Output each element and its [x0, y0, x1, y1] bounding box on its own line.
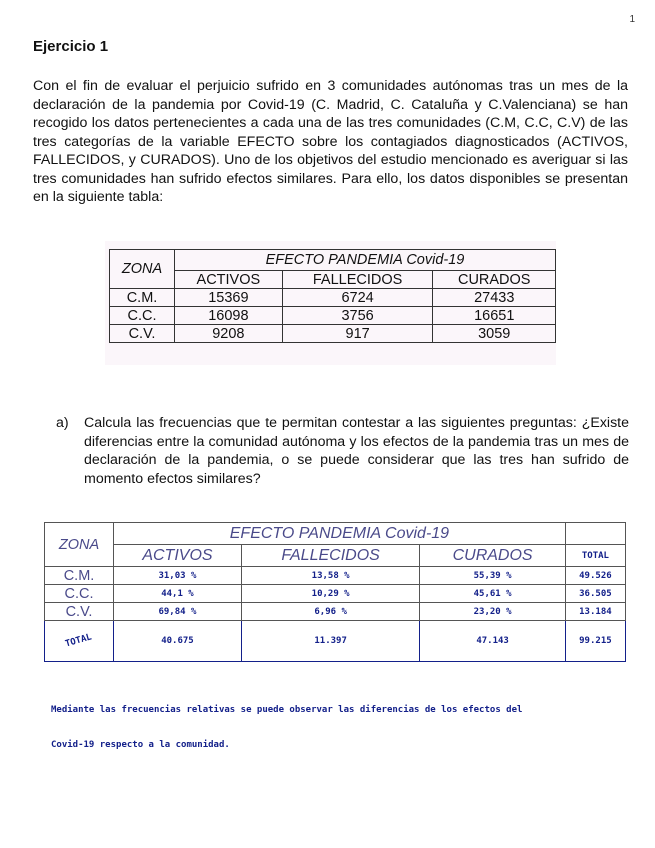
activos-cell: 69,84 %	[114, 603, 242, 621]
total-row-label-cell	[45, 621, 114, 662]
table-row	[110, 289, 556, 307]
column-header-total: TOTAL	[565, 545, 625, 567]
total-activos-cell: 40.675	[114, 621, 242, 662]
table-row	[110, 307, 556, 325]
activos-cell: 15369	[175, 289, 283, 307]
zone-cell: C.C.	[110, 307, 175, 325]
curados-cell: 23,20 %	[420, 603, 565, 621]
empty-header-cell	[565, 523, 625, 545]
zone-header: ZONA	[110, 250, 175, 289]
total-row	[45, 621, 626, 662]
question-letter: a)	[56, 415, 69, 431]
curados-cell: 27433	[433, 289, 556, 307]
total-cell: 49.526	[565, 567, 625, 585]
handwritten-note-line-1: Mediante las frecuencias relativas se puede observar las diferencias de los efectos del	[51, 705, 523, 715]
zone-cell: C.V.	[110, 325, 175, 343]
column-header-activos: ACTIVOS	[114, 545, 242, 567]
total-cell: 36.505	[565, 585, 625, 603]
fallecidos-cell: 917	[282, 325, 433, 343]
effect-header: EFECTO PANDEMIA Covid-19	[114, 523, 566, 545]
total-fallecidos-cell: 11.397	[241, 621, 419, 662]
curados-cell: 45,61 %	[420, 585, 565, 603]
fallecidos-cell: 3756	[282, 307, 433, 325]
table-row	[45, 603, 626, 621]
zone-cell: C.V.	[45, 603, 114, 621]
zone-cell: C.M.	[110, 289, 175, 307]
fallecidos-cell: 6,96 %	[241, 603, 419, 621]
question-text: Calcula las frecuencias que te permitan contestar a las siguientes preguntas: ¿Existe diferencias entre la comunidad autónoma y los efectos de la pandemia tras un mes de declaración de la pandemia, o se puede considerar que las tres han sufrido de momento efectos similares?	[84, 415, 629, 487]
curados-cell: 55,39 %	[420, 567, 565, 585]
activos-cell: 16098	[175, 307, 283, 325]
total-row-label: TOTAL	[64, 632, 94, 650]
table-row	[45, 567, 626, 585]
activos-cell: 31,03 %	[114, 567, 242, 585]
column-header-activos: ACTIVOS	[175, 271, 283, 289]
grand-total-cell: 99.215	[565, 621, 625, 662]
page-number: 1	[629, 14, 635, 25]
activos-cell: 44,1 %	[114, 585, 242, 603]
intro-paragraph: Con el fin de evaluar el perjuicio sufrido en 3 comunidades autónomas tras un mes de la declaración de la pandemia por Covid-19 (C. Madrid, C. Cataluña y C.Valenciana) se han recogido los datos pertenecientes a cada una de las tres comunidades (C.M, C.C, C.V) de las tres categorías de la variable EFECTO sobre los contagiados diagnosticados (ACTIVOS, FALLECIDOS, y CURADOS). Uno de los objetivos del estudio mencionado es averiguar si las tres comunidades han sufrido efectos similares. Para ello, los datos disponibles se presentan en la siguiente tabla:	[33, 78, 628, 205]
data-table	[109, 249, 556, 343]
zone-cell: C.C.	[45, 585, 114, 603]
total-curados-cell: 47.143	[420, 621, 565, 662]
zone-cell: C.M.	[45, 567, 114, 585]
curados-cell: 3059	[433, 325, 556, 343]
data-table-container	[105, 241, 556, 365]
total-cell: 13.184	[565, 603, 625, 621]
column-header-curados: CURADOS	[420, 545, 565, 567]
column-header-curados: CURADOS	[433, 271, 556, 289]
exercise-title: Ejercicio 1	[33, 38, 109, 55]
effect-header: EFECTO PANDEMIA Covid-19	[175, 250, 556, 271]
column-header-fallecidos: FALLECIDOS	[282, 271, 433, 289]
zone-header: ZONA	[45, 523, 114, 567]
table-row	[45, 585, 626, 603]
curados-cell: 16651	[433, 307, 556, 325]
column-header-fallecidos: FALLECIDOS	[241, 545, 419, 567]
fallecidos-cell: 10,29 %	[241, 585, 419, 603]
question-a	[56, 414, 629, 488]
fallecidos-cell: 13,58 %	[241, 567, 419, 585]
activos-cell: 9208	[175, 325, 283, 343]
handwritten-note-line-2: Covid-19 respecto a la comunidad.	[51, 740, 230, 750]
table-row	[110, 325, 556, 343]
frequency-table	[44, 522, 626, 662]
fallecidos-cell: 6724	[282, 289, 433, 307]
